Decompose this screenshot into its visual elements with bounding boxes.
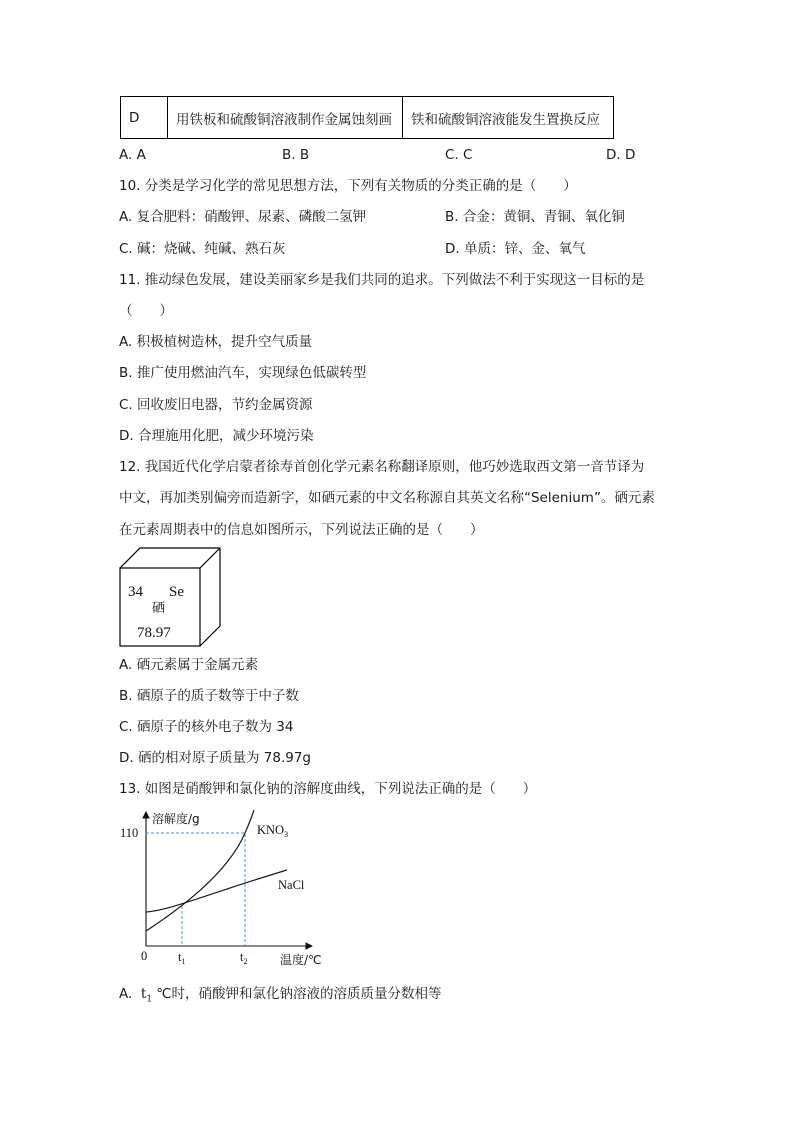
q11-stem-line2: （ ）: [119, 303, 173, 319]
x-tick-label-t1: [178, 950, 185, 966]
q10-option-c[interactable]: C. 碱：烧碱、纯碱、熟石灰: [119, 241, 286, 257]
q12-option-b[interactable]: B. 硒原子的质子数等于中子数: [119, 688, 299, 704]
prev-option-d[interactable]: D. D: [606, 147, 636, 163]
series-kno3-sub: 3: [284, 830, 289, 839]
series-nacl-label: NaCl: [278, 878, 305, 892]
element-mass: 78.97: [137, 625, 171, 641]
answer-table: [120, 96, 614, 139]
table-cell-explanation: 铁和硫酸铜溶液能发生置换反应: [403, 97, 614, 139]
q10-option-d[interactable]: D. 单质：锌、金、氧气: [445, 241, 586, 257]
x-tick-t1-sub: 1: [181, 957, 186, 966]
prev-option-c[interactable]: C. C: [445, 147, 473, 163]
element-name: 硒: [152, 601, 166, 616]
q12-option-a[interactable]: A. 硒元素属于金属元素: [119, 657, 259, 673]
series-kno3-label: [257, 823, 288, 839]
q13-option-a-text: ℃时，硝酸钾和氯化钠溶液的溶质质量分数相等: [152, 986, 442, 1002]
prev-option-a[interactable]: A. A: [119, 147, 146, 163]
q10-option-a[interactable]: A. 复合肥料：硝酸钾、尿素、磷酸二氢钾: [119, 209, 367, 225]
series-kno3-curve: [146, 810, 254, 931]
prev-option-b[interactable]: B. B: [282, 147, 310, 163]
q12-stem-line1: 12. 我国近代化学启蒙者徐寿首创化学元素名称翻译原则，他巧妙选取西文第一音节译为: [119, 459, 645, 475]
y-tick-label: 110: [120, 826, 139, 840]
series-nacl-curve: [146, 870, 287, 912]
element-number: 34: [128, 584, 143, 600]
q12-stem-line2: 中文，再加类别偏旁而造新字，如硒元素的中文名称源自其英文名称“Selenium”。硒元素: [119, 490, 655, 506]
series-kno3-main: KNO: [257, 823, 285, 837]
element-symbol: Se: [169, 584, 184, 600]
table-row: [121, 97, 614, 139]
table-cell-option: D: [121, 97, 168, 139]
element-info-box: [118, 546, 222, 650]
x-axis-label: 温度/℃: [280, 953, 322, 967]
q12-option-d[interactable]: D. 硒的相对原子质量为 78.97g: [119, 750, 311, 766]
q12-option-c[interactable]: C. 硒原子的核外电子数为 34: [119, 719, 294, 735]
q13-option-a-sub: 1: [146, 994, 153, 1005]
q10-stem: 10. 分类是学习化学的常见思想方法，下列有关物质的分类正确的是（ ）: [119, 178, 577, 194]
x-tick-t2-main: t: [240, 950, 244, 964]
box-depth-corner: [200, 548, 220, 568]
q13-option-a-t: t: [140, 986, 147, 1002]
y-axis-label: 溶解度/g: [152, 812, 200, 826]
origin-label: 0: [141, 949, 148, 963]
q13-option-a[interactable]: [119, 985, 442, 1009]
q13-stem: 13. 如图是硝酸钾和氯化钠的溶解度曲线，下列说法正确的是（ ）: [119, 781, 537, 797]
x-tick-t1-main: t: [178, 950, 182, 964]
solubility-chart: [112, 806, 342, 970]
q11-option-d[interactable]: D. 合理施用化肥，减少环境污染: [119, 428, 314, 444]
x-tick-t2-sub: 2: [243, 957, 248, 966]
guide-line-t2: [146, 833, 245, 946]
q11-option-b[interactable]: B. 推广使用燃油汽车，实现绿色低碳转型: [119, 365, 367, 381]
q11-option-a[interactable]: A. 积极植树造林，提升空气质量: [119, 334, 313, 350]
q11-stem-line1: 11. 推动绿色发展，建设美丽家乡是我们共同的追求。下列做法不利于实现这一目标的是: [119, 272, 645, 288]
x-tick-label-t2: [240, 950, 247, 966]
q11-option-c[interactable]: C. 回收废旧电器，节约金属资源: [119, 397, 313, 413]
q10-option-b[interactable]: B. 合金：黄铜、青铜、氧化铜: [445, 209, 625, 225]
q12-stem-line3: 在元素周期表中的信息如图所示，下列说法正确的是（ ）: [119, 522, 484, 538]
table-cell-action: 用铁板和硫酸铜溶液制作金属蚀刻画: [168, 97, 403, 139]
q13-option-a-prefix: A.: [119, 986, 133, 1002]
